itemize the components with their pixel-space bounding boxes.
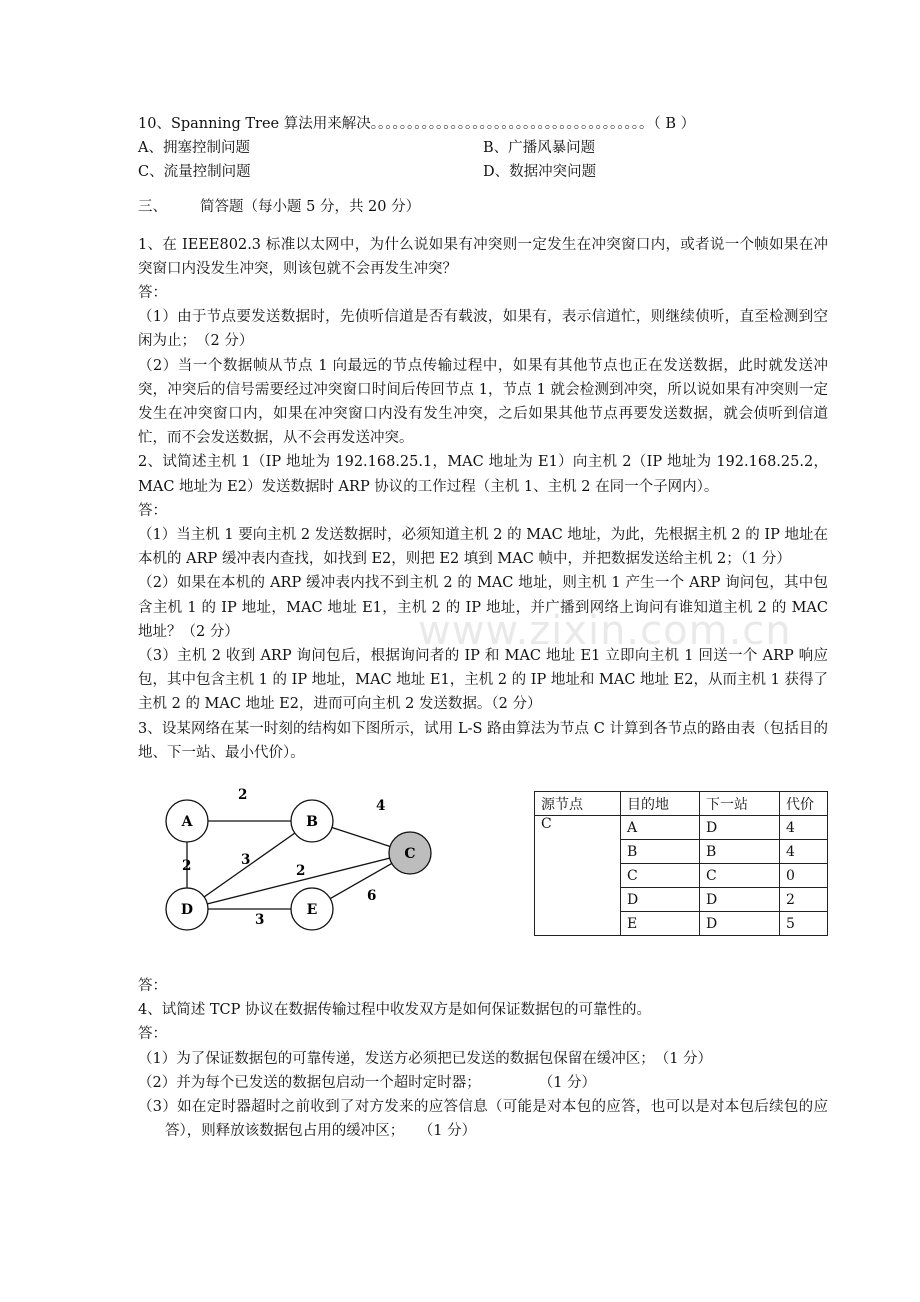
source-node-cell: C bbox=[535, 816, 621, 936]
cost-cell: 2 bbox=[780, 888, 828, 912]
q2-answer-label: 答： bbox=[138, 502, 167, 519]
section-number: 三、 bbox=[138, 198, 167, 215]
network-graph bbox=[138, 779, 438, 969]
q10-option-d: D、数据冲突问题 bbox=[483, 164, 597, 181]
q10-option-a: A、拥塞控制问题 bbox=[138, 140, 250, 157]
node-label-b: B bbox=[306, 814, 318, 831]
section-title: 简答题（每小题 5 分，共 20 分） bbox=[200, 198, 421, 215]
destination-cell: B bbox=[621, 840, 700, 864]
edge-weight-a-b: 2 bbox=[238, 787, 248, 804]
table-row bbox=[535, 816, 828, 840]
edge-weight-d-c: 2 bbox=[296, 863, 306, 880]
document-page bbox=[138, 112, 828, 1144]
next-hop-cell: D bbox=[700, 912, 780, 936]
node-label-e: E bbox=[306, 902, 318, 919]
node-label-d: D bbox=[180, 902, 194, 919]
header-cost: 代价 bbox=[780, 792, 828, 816]
q10-options-row-1 bbox=[138, 136, 828, 160]
q10-options-row-2 bbox=[138, 160, 828, 184]
destination-cell: E bbox=[621, 912, 700, 936]
q4-question: 4、试简述 TCP 协议在数据传输过程中收发双方是如何保证数据包的可靠性的。 bbox=[138, 1002, 651, 1019]
cost-cell: 0 bbox=[780, 864, 828, 888]
q1-answer-label: 答： bbox=[138, 285, 167, 302]
q2-answer-point-3: （3）主机 2 收到 ARP 询问包后，根据询问者的 IP 和 MAC 地址 E1 立即向主机 1 回送一个 ARP 响应包，其中包含主机 1 的 IP 地址，MAC 地址 E1，主机 2 的 IP 地址和 MAC 地址 E2，从而主机 1 获得了主机 2 的 MAC 地址 E2，进而可向主机 2 发送数据。（2 分） bbox=[138, 648, 828, 713]
q2-question: 2、试简述主机 1（IP 地址为 192.168.25.1，MAC 地址为 E1）向主机 2（IP 地址为 192.168.25.2，MAC 地址为 E2）发送数据时 ARP 协议的工作过程（主机 1、主机 2 在同一个子网内）。 bbox=[138, 454, 828, 495]
edge-weight-d-b: 3 bbox=[241, 852, 251, 869]
header-source: 源节点 bbox=[535, 792, 621, 816]
edge-weight-d-e: 3 bbox=[255, 912, 265, 929]
routing-table-header-row bbox=[535, 792, 828, 816]
q10-option-c: C、流量控制问题 bbox=[138, 164, 251, 181]
header-destination: 目的地 bbox=[621, 792, 700, 816]
cost-cell: 4 bbox=[780, 816, 828, 840]
q4-answer-point-1: （1）为了保证数据包的可靠传递，发送方必须把已发送的数据包保留在缓冲区； （1 分） bbox=[138, 1050, 713, 1067]
next-hop-cell: B bbox=[700, 840, 780, 864]
edge-weight-a-d: 2 bbox=[182, 858, 192, 875]
q4-answer-point-3: （3）如在定时器超时之前收到了对方发来的应答信息（可能是对本包的应答，也可以是对本包后续包的应答），则释放该数据包占用的缓冲区； （1 分） bbox=[138, 1099, 828, 1140]
next-hop-cell: D bbox=[700, 888, 780, 912]
edge-weight-b-c: 4 bbox=[376, 798, 386, 815]
section-heading bbox=[138, 195, 828, 219]
q1-answer-point-1: （1）由于节点要发送数据时，先侦听信道是否有载波，如果有，表示信道忙，则继续侦听，直至检测到空闲为止； （2 分） bbox=[138, 309, 828, 350]
q2-answer-point-1: （1）当主机 1 要向主机 2 发送数据时，必须知道主机 2 的 MAC 地址，为此，先根据主机 2 的 IP 地址在本机的 ARP 缓冲表内查找，如找到 E2，则把 E2 填到 MAC 帧中，并把数据发送给主机 2；（1 分） bbox=[138, 527, 828, 568]
q4-answer-point-2: （2）并为每个已发送的数据包启动一个超时定时器； （1 分） bbox=[138, 1074, 597, 1091]
next-hop-cell: C bbox=[700, 864, 780, 888]
destination-cell: D bbox=[621, 888, 700, 912]
q4-answer-label: 答： bbox=[138, 1026, 167, 1043]
node-label-a: A bbox=[181, 814, 193, 831]
node-label-c: C bbox=[404, 846, 416, 863]
q1-answer-point-2: （2）当一个数据帧从节点 1 向最远的节点传输过程中，如果有其他节点也正在发送数据，此时就发送冲突，冲突后的信号需要经过冲突窗口时间后传回节点 1，节点 1 就会检测到冲突，所以说如果有冲突则一定发生在冲突窗口内，如果在冲突窗口内没有发生冲突，之后如果其他节点再要发送数据，就会侦听到信道忙，而不会发送数据，从不会再发送冲突。 bbox=[138, 357, 828, 447]
header-next-hop: 下一站 bbox=[700, 792, 780, 816]
watermark: www.zixin.com.cn bbox=[418, 608, 792, 654]
destination-cell: A bbox=[621, 816, 700, 840]
edge-weight-e-c: 6 bbox=[367, 888, 377, 905]
q3-question: 3、设某网络在某一时刻的结构如下图所示，试用 L-S 路由算法为节点 C 计算到各节点的路由表（包括目的地、下一站、最小代价）。 bbox=[138, 720, 828, 761]
routing-table bbox=[534, 791, 828, 936]
next-hop-cell: D bbox=[700, 816, 780, 840]
q10-option-b: B、广播风暴问题 bbox=[483, 140, 596, 157]
destination-cell: C bbox=[621, 864, 700, 888]
q2-answer-point-2: （2）如果在本机的 ARP 缓冲表内找不到主机 2 的 MAC 地址，则主机 1 产生一个 ARP 询问包，其中包含主机 1 的 IP 地址，MAC 地址 E1，主机 2 的 IP 地址，并广播到网络上询问有谁知道主机 2 的 MAC 地址？（2 分） bbox=[138, 575, 828, 640]
q3-figure bbox=[138, 779, 828, 974]
q10-stem: 10、Spanning Tree 算法用来解决。。。。。。。。。。。。。。。。。。。。。。。。。。。。。。。。。。。。。。（ B ） bbox=[138, 116, 696, 132]
cost-cell: 4 bbox=[780, 840, 828, 864]
q1-question: 1、在 IEEE802.3 标准以太网中，为什么说如果有冲突则一定发生在冲突窗口内，或者说一个帧如果在冲突窗口内没发生冲突，则该包就不会再发生冲突？ bbox=[138, 236, 828, 277]
cost-cell: 5 bbox=[780, 912, 828, 936]
q3-answer-label: 答： bbox=[138, 978, 167, 995]
